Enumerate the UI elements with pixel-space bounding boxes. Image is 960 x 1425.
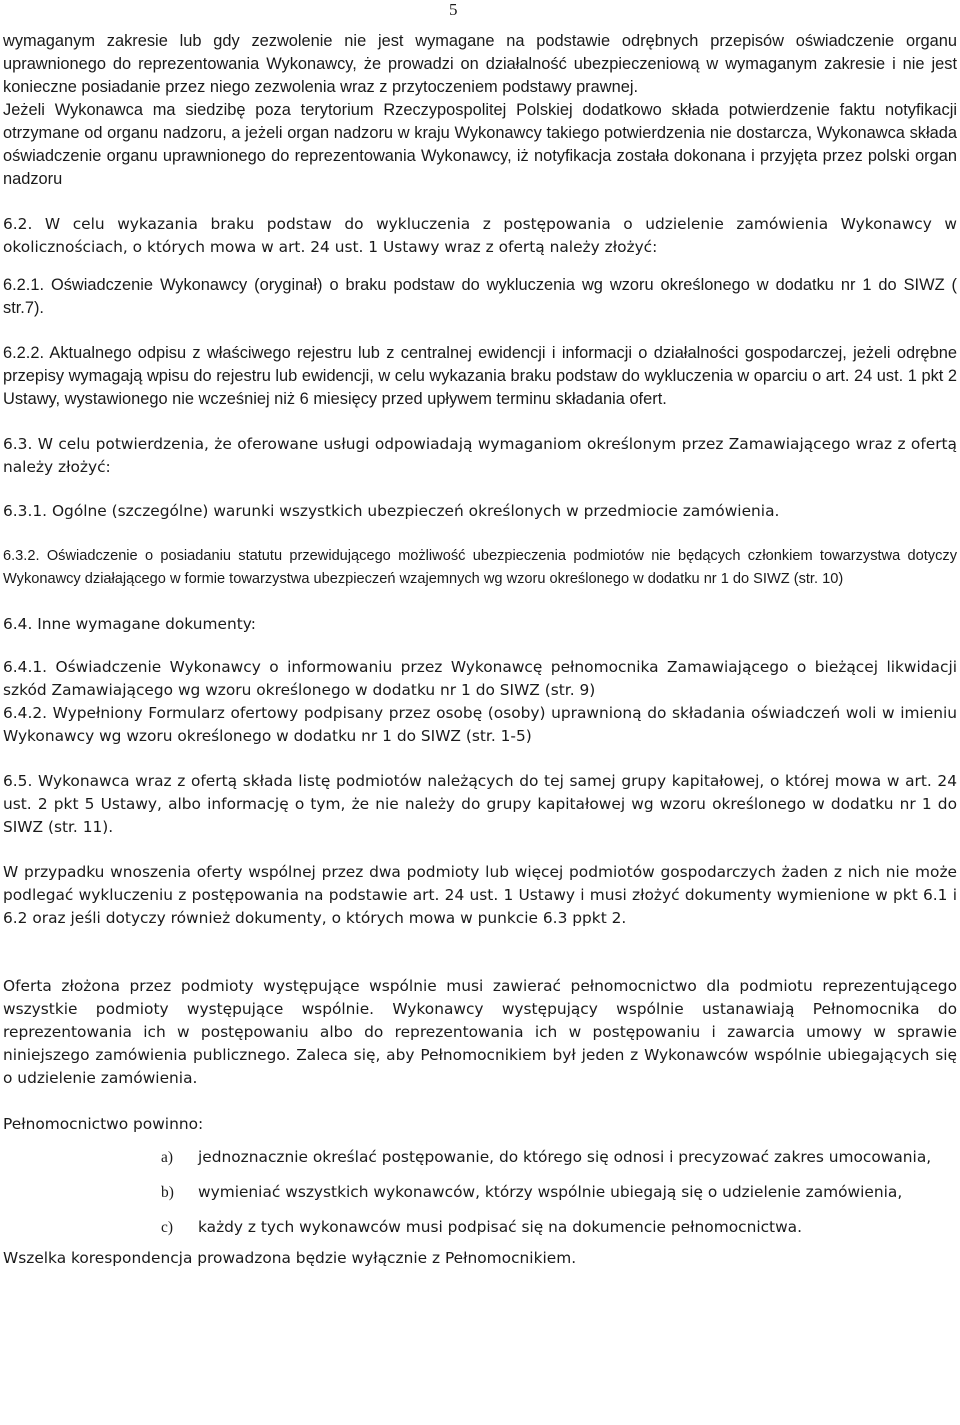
page-number: 5 [449,0,458,19]
section-6-2-1: 6.2.1. Oświadczenie Wykonawcy (oryginał) o braku podstaw do wykluczenia wg wzoru określonego w dodatku nr 1 do SIWZ ( str.7). [3,276,957,317]
proxy-requirements-list [3,1146,957,1239]
proxy-heading: Pełnomocnictwo powinno: [3,1115,204,1133]
paragraph-insurance-permit: wymaganym zakresie lub gdy zezwolenie nie jest wymagane na podstawie odrębnych przepisów oświadczenie organu uprawnionego do reprezentowania Wykonawcy, że prowadzi on działalność ubezpieczeniową w wymaganym zakresie i nie jest konieczne posiadanie przez niego zezwolenia wraz z przytoczeniem podstawy prawnej. [3,32,957,96]
section-6-3-2: 6.3.2. Oświadczenie o posiadaniu statutu przewidującego możliwość ubezpieczenia podmiotów nie będących członkiem towarzystwa dotyczy Wykonawcy działającego w formie towarzystwa ubezpieczeń wzajemnych wg wzoru określonego w dodatku nr 1 do SIWZ (str. 10) [3,548,957,587]
section-6-4-1: 6.4.1. Oświadczenie Wykonawcy o informowaniu przez Wykonawcę pełnomocnika Zamawiającego o bieżącej likwidacji szkód Zamawiającego wg wzoru określonego w dodatku nr 1 do SIWZ (str. 9) [3,658,957,699]
list-item-text: każdy z tych wykonawców musi podpisać się na dokumencie pełnomocnictwa. [198,1218,803,1236]
list-item [3,1146,957,1169]
paragraph-joint-offer: W przypadku wnoszenia oferty wspólnej przez dwa podmioty lub więcej podmiotów gospodarczych żaden z nich nie może podlegać wykluczeniu z postępowania na podstawie art. 24 ust. 1 Ustawy i musi złożyć dokumenty wymienione w pkt 6.1 i 6.2 oraz jeśli dotyczy również dokumenty, o których mowa w punkcie 6.3 ppkt 2. [3,863,957,927]
section-6-2-2: 6.2.2. Aktualnego odpisu z właściwego rejestru lub z centralnej ewidencji i informacji o działalności gospodarczej, jeżeli odrębne przepisy wymagają wpisu do rejestru lub ewidencji, w celu wykazania braku podstaw do wykluczenia w oparciu o art. 24 ust. 1 pkt 2 Ustawy, wystawionego nie wcześniej niż 6 miesięcy przed upływem terminu składania ofert. [3,344,957,408]
list-item [3,1216,957,1239]
list-item-text: jednoznacznie określać postępowanie, do którego się odnosi i precyzować zakres umocowania, [198,1148,932,1166]
document-body [3,30,957,1270]
list-marker: a) [161,1149,173,1166]
section-6-4-2: 6.4.2. Wypełniony Formularz ofertowy podpisany przez osobę (osoby) uprawnioną do składania oświadczeń woli w imieniu Wykonawcy wg wzoru określonego w dodatku nr 1 do SIWZ (str. 1-5) [3,704,957,745]
section-6-2: 6.2. W celu wykazania braku podstaw do wykluczenia z postępowania o udzielenie zamówienia Wykonawcy w okolicznościach, o których mowa w art. 24 ust. 1 Ustawy wraz z ofertą należy złożyć: [3,215,957,256]
paragraph-proxy: Oferta złożona przez podmioty występujące wspólnie musi zawierać pełnomocnictwo dla podmiotu reprezentującego wszystkie podmioty występujące wspólnie. Wykonawcy występujący wspólnie ustanawiają Pełnomocnika do reprezentowania ich w postępowaniu albo do reprezentowania ich w postępowaniu i zawarcia umowy w sprawie niniejszego zamówienia publicznego. Zaleca się, aby Pełnomocnikiem był jeden z Wykonawców wspólnie ubiegających się o udzielenie zamówienia. [3,977,957,1087]
list-marker: c) [161,1219,173,1236]
section-6-3-1: 6.3.1. Ogólne (szczególne) warunki wszystkich ubezpieczeń określonych w przedmiocie zamówienia. [3,502,780,520]
section-6-5: 6.5. Wykonawca wraz z ofertą składa listę podmiotów należących do tej samej grupy kapitałowej, o której mowa w art. 24 ust. 2 pkt 5 Ustawy, albo informację o tym, że nie należy do grupy kapitałowej wg wzoru określonego w dodatku nr 1 do SIWZ (str. 11). [3,772,957,836]
list-item-text: wymieniać wszystkich wykonawców, którzy wspólnie ubiegają się o udzielenie zamówienia, [198,1183,903,1201]
final-line: Wszelka korespondencja prowadzona będzie wyłącznie z Pełnomocnikiem. [3,1249,577,1267]
paragraph-foreign-seat: Jeżeli Wykonawca ma siedzibę poza terytorium Rzeczypospolitej Polskiej dodatkowo składa potwierdzenie faktu notyfikacji otrzymane od organu nadzoru, a jeżeli organ nadzoru w kraju Wykonawcy takiego potwierdzenia nie dostarcza, Wykonawca składa oświadczenie organu uprawnionego do reprezentowania Wykonawcy, iż notyfikacja została dokonana i przyjęta przez polski organ nadzoru [3,101,957,188]
section-6-3: 6.3. W celu potwierdzenia, że oferowane usługi odpowiadają wymaganiom określonym przez Zamawiającego wraz z ofertą należy złożyć: [3,435,957,476]
list-item [3,1181,957,1204]
list-marker: b) [161,1184,174,1201]
section-6-4: 6.4. Inne wymagane dokumenty: [3,615,256,633]
